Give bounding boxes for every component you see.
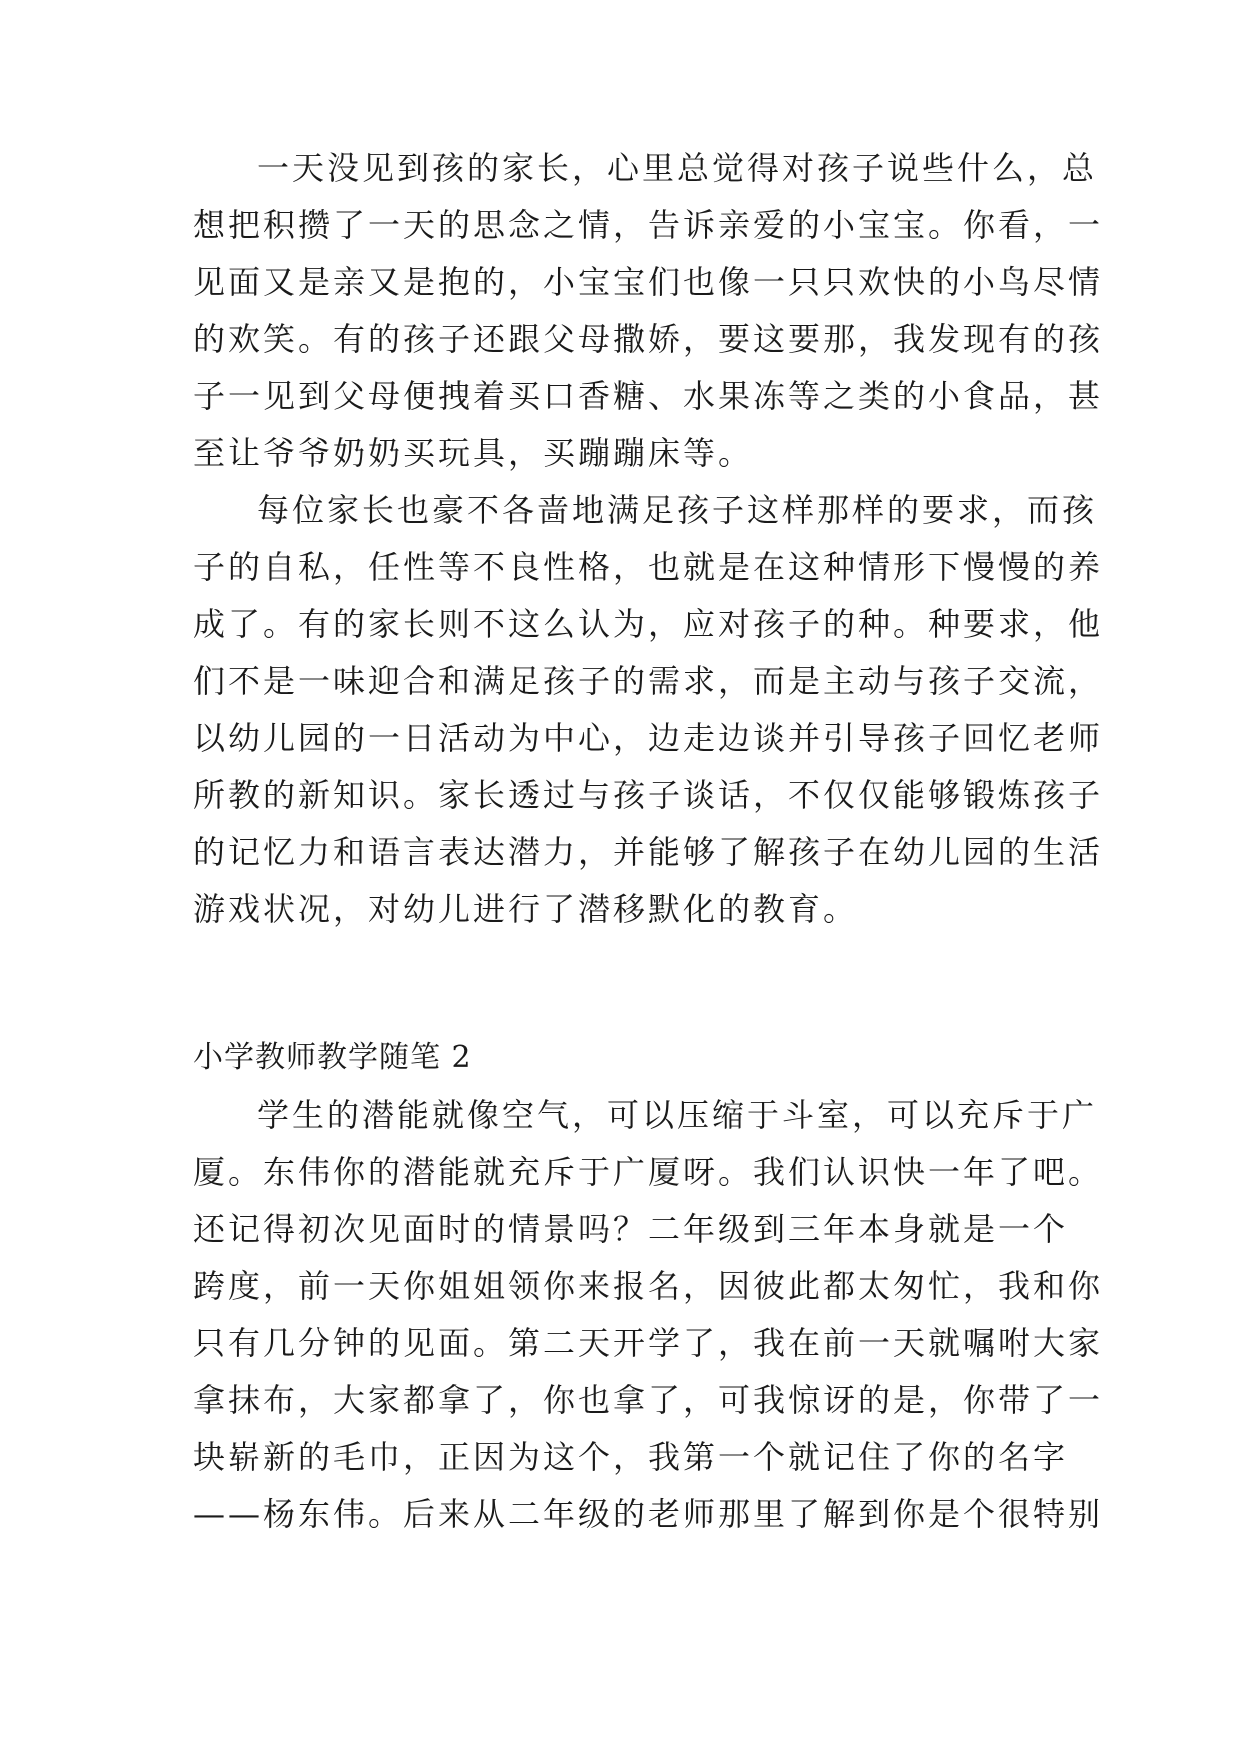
paragraph-line: 的欢笑。有的孩子还跟父母撒娇，要这要那，我发现有的孩 bbox=[193, 320, 1104, 358]
paragraph-line: ——杨东伟。后来从二年级的老师那里了解到你是个很特别 bbox=[193, 1495, 1104, 1533]
paragraph-line: 以幼儿园的一日活动为中心，边走边谈并引导孩子回忆老师 bbox=[193, 719, 1104, 757]
paragraph-line: 想把积攒了一天的思念之情，告诉亲爱的小宝宝。你看，一 bbox=[193, 206, 1104, 244]
paragraph-line: 成了。有的家长则不这么认为，应对孩子的种。种要求，他 bbox=[193, 605, 1104, 643]
section-heading: 小学教师教学随笔 2 bbox=[193, 1040, 472, 1075]
paragraph-line: 一天没见到孩的家长，心里总觉得对孩子说些什么，总 bbox=[257, 149, 1098, 187]
paragraph-line: 的记忆力和语言表达潜力，并能够了解孩子在幼儿园的生活 bbox=[193, 833, 1104, 871]
paragraph-line: 见面又是亲又是抱的，小宝宝们也像一只只欢快的小鸟尽情 bbox=[193, 263, 1104, 301]
paragraph-line: 子一见到父母便拽着买口香糖、水果冻等之类的小食品，甚 bbox=[193, 377, 1104, 415]
paragraph-line: 只有几分钟的见面。第二天开学了，我在前一天就嘱咐大家 bbox=[193, 1324, 1104, 1362]
paragraph-line: 子的自私，任性等不良性格，也就是在这种情形下慢慢的养 bbox=[193, 548, 1104, 586]
paragraph-line: 跨度，前一天你姐姐领你来报名，因彼此都太匆忙，我和你 bbox=[193, 1267, 1104, 1305]
paragraph-line: 每位家长也豪不各啬地满足孩子这样那样的要求，而孩 bbox=[257, 491, 1098, 529]
paragraph-line: 至让爷爷奶奶买玩具，买蹦蹦床等。 bbox=[193, 434, 754, 472]
paragraph-line: 们不是一味迎合和满足孩子的需求，而是主动与孩子交流， bbox=[193, 662, 1104, 700]
paragraph-line: 游戏状况，对幼儿进行了潜移默化的教育。 bbox=[193, 890, 859, 928]
paragraph-line: 学生的潜能就像空气，可以压缩于斗室，可以充斥于广 bbox=[257, 1096, 1098, 1134]
paragraph-line: 所教的新知识。家长透过与孩子谈话，不仅仅能够锻炼孩子 bbox=[193, 776, 1104, 814]
paragraph-line: 还记得初次见面时的情景吗？二年级到三年本身就是一个 bbox=[193, 1210, 1069, 1248]
paragraph-line: 拿抹布，大家都拿了，你也拿了，可我惊讶的是，你带了一 bbox=[193, 1381, 1104, 1419]
paragraph-line: 厦。东伟你的潜能就充斥于广厦呀。我们认识快一年了吧。 bbox=[193, 1153, 1104, 1191]
paragraph-line: 块崭新的毛巾，正因为这个，我第一个就记住了你的名字 bbox=[193, 1438, 1069, 1476]
